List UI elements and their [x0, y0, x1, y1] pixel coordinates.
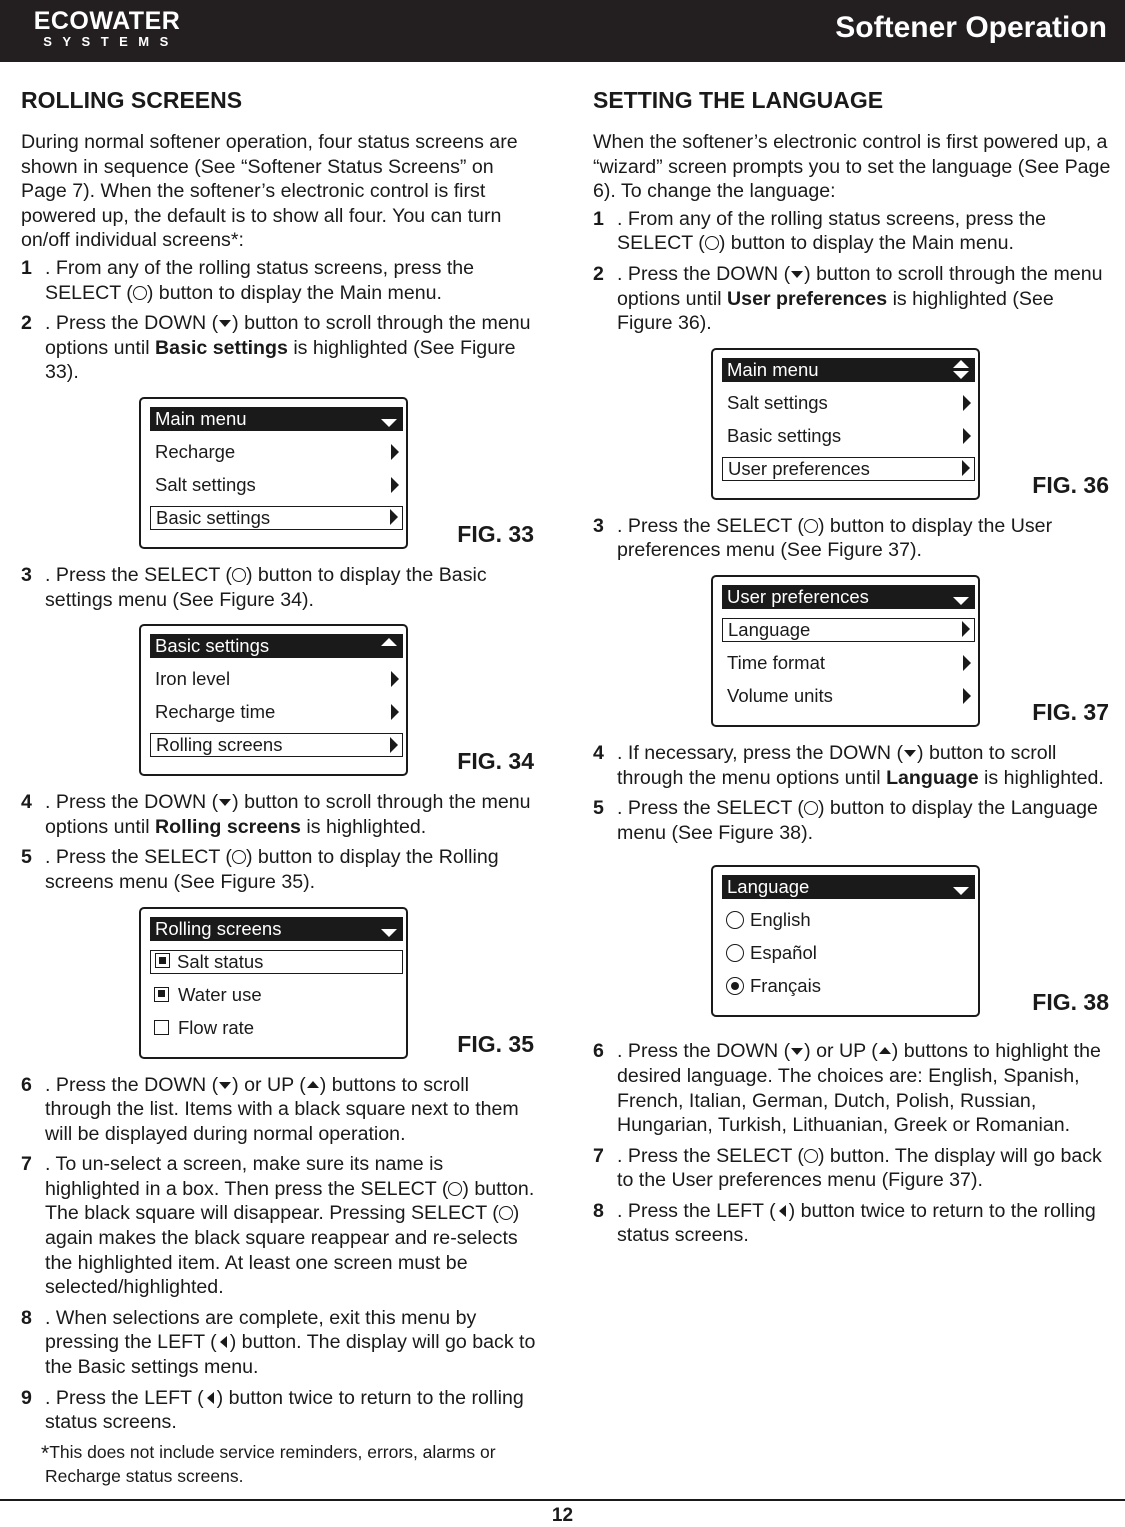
logo-brand-name: ECOWATER	[33, 7, 181, 35]
checked-box-icon	[155, 953, 170, 968]
screen-title: Rolling screens	[150, 917, 403, 941]
checked-box-icon	[154, 987, 169, 1002]
language-heading: SETTING THE LANGUAGE	[593, 87, 884, 113]
menu-item: Salt settings	[722, 391, 975, 415]
select-circle-icon	[804, 1149, 818, 1163]
figure-label: FIG. 34	[457, 748, 534, 775]
lcd-screen	[711, 865, 980, 1017]
logo-brand-sub: SYSTEMS	[43, 34, 179, 49]
scroll-down-icon	[953, 597, 969, 605]
unchecked-box-icon	[154, 1020, 169, 1035]
right-arrow-icon	[963, 655, 971, 671]
left-triangle-icon	[779, 1205, 786, 1217]
screen-title: Main menu	[150, 407, 403, 431]
screen-title: Language	[722, 875, 975, 899]
page-number: 12	[551, 1505, 574, 1526]
right-step-4: 4 . If necessary, press the DOWN ( ) button to scroll through the menu options until Language is highlighted.	[593, 741, 1104, 789]
select-circle-icon	[232, 568, 246, 582]
lcd-screen	[139, 397, 408, 549]
scroll-up-icon	[953, 360, 969, 368]
down-triangle-icon	[219, 1082, 231, 1089]
checkbox-item: Flow rate	[150, 1016, 403, 1040]
step-number: 1	[593, 207, 604, 230]
step-number: 6	[593, 1040, 604, 1063]
select-circle-icon	[133, 286, 147, 300]
right-arrow-icon	[963, 688, 971, 704]
left-triangle-icon	[220, 1336, 227, 1348]
menu-item-highlighted: Rolling screens	[150, 733, 403, 757]
screen-title: Main menu	[722, 358, 975, 382]
down-triangle-icon	[791, 271, 803, 278]
radio-empty-icon	[726, 911, 744, 929]
right-step-6: 6 . Press the DOWN ( ) or UP ( ) buttons to highlight the desired language. The choices are: English, Spanish, French, Italian, German, Dutch, Polish, Russian, Hungarian, Turkish, Lithuanian, Greek or Romanian.	[593, 1040, 1101, 1137]
scroll-down-icon	[381, 419, 397, 427]
right-arrow-icon	[391, 444, 399, 460]
radio-selected-icon	[726, 977, 744, 995]
left-triangle-icon	[207, 1392, 214, 1404]
left-step-2: 2 . Press the DOWN ( ) button to scroll through the menu options until Basic settings is highlighted (See Figure 33).	[21, 312, 531, 384]
figure-34	[21, 624, 536, 776]
step-number: 5	[21, 846, 32, 869]
down-triangle-icon	[791, 1048, 803, 1055]
menu-item: Salt settings	[150, 473, 403, 497]
up-triangle-icon	[879, 1047, 891, 1054]
step-number: 4	[593, 741, 604, 764]
menu-item: Volume units	[722, 684, 975, 708]
menu-item: Recharge time	[150, 700, 403, 724]
select-circle-icon	[804, 801, 818, 815]
menu-item: Time format	[722, 651, 975, 675]
right-step-3: 3 . Press the SELECT ( ) button to display the User preferences menu (See Figure 37).	[593, 514, 1053, 562]
right-arrow-icon	[962, 621, 970, 637]
right-arrow-icon	[963, 395, 971, 411]
menu-item: Basic settings	[722, 424, 975, 448]
right-arrow-icon	[390, 509, 398, 525]
right-step-1: 1 . From any of the rolling status screens, press the SELECT ( ) button to display the Main menu.	[593, 207, 1047, 255]
select-circle-icon	[232, 850, 246, 864]
figure-38	[593, 865, 1113, 1017]
footnote: *This does not include service reminders, errors, alarms or Recharge status screens.	[41, 1441, 496, 1486]
down-triangle-icon	[219, 320, 231, 327]
step-number: 5	[593, 797, 604, 820]
screen-title: Basic settings	[150, 634, 403, 658]
left-step-3: 3 . Press the SELECT ( ) button to display the Basic settings menu (See Figure 34).	[21, 563, 487, 611]
scroll-down-icon	[381, 929, 397, 937]
right-arrow-icon	[962, 460, 970, 476]
rolling-screens-column	[21, 86, 536, 1488]
menu-item: Recharge	[150, 440, 403, 464]
language-intro: When the softener’s electronic control is first powered up, a “wizard” screen prompts you to set the language (See Page 6). To change the language:	[593, 131, 1111, 203]
step-number: 7	[21, 1153, 32, 1176]
footer-divider	[0, 1499, 1125, 1501]
lcd-screen	[711, 575, 980, 727]
step-number: 2	[593, 262, 604, 285]
figure-33	[21, 397, 536, 549]
lcd-screen	[139, 907, 408, 1059]
step-number: 1	[21, 256, 32, 279]
left-step-4: 4 . Press the DOWN ( ) button to scroll through the menu options until Rolling screens is highlighted.	[21, 791, 531, 838]
step-number: 6	[21, 1073, 32, 1096]
ecowater-logo	[22, 8, 192, 49]
right-arrow-icon	[963, 428, 971, 444]
right-arrow-icon	[391, 704, 399, 720]
step-number: 9	[21, 1386, 32, 1409]
select-circle-icon	[448, 1182, 462, 1196]
up-triangle-icon	[307, 1081, 319, 1088]
lcd-screen	[139, 624, 408, 776]
figure-label: FIG. 36	[1032, 471, 1109, 498]
screen-title: User preferences	[722, 585, 975, 609]
menu-item-highlighted: User preferences	[722, 457, 975, 481]
right-arrow-icon	[390, 737, 398, 753]
step-number: 8	[21, 1306, 32, 1329]
figure-label: FIG. 37	[1032, 698, 1109, 725]
section-title: Softener Operation	[835, 11, 1107, 44]
radio-empty-icon	[726, 944, 744, 962]
right-step-8: 8 . Press the LEFT ( ) button twice to return to the rolling status screens.	[593, 1199, 1096, 1247]
scroll-down-icon	[953, 887, 969, 895]
left-step-8: 8 . When selections are complete, exit this menu by pressing the LEFT ( ) button. The display will go back to the Basic settings menu.	[21, 1306, 536, 1379]
menu-item: Iron level	[150, 667, 403, 691]
select-circle-icon	[499, 1206, 513, 1220]
figure-37	[593, 575, 1113, 727]
down-triangle-icon	[904, 750, 916, 757]
page-header	[0, 0, 1125, 62]
radio-item: English	[722, 908, 975, 932]
select-circle-icon	[804, 519, 818, 533]
right-arrow-icon	[391, 477, 399, 493]
right-arrow-icon	[391, 671, 399, 687]
left-step-6: 6 . Press the DOWN ( ) or UP ( ) buttons to scroll through the list. Items with a black square next to them will be displayed during normal operation.	[21, 1073, 519, 1145]
left-step-5: 5 . Press the SELECT ( ) button to display the Rolling screens menu (See Figure 35).	[21, 846, 499, 893]
menu-item-highlighted: Basic settings	[150, 506, 403, 530]
radio-item-selected: Français	[722, 974, 975, 998]
step-number: 4	[21, 791, 32, 814]
figure-36	[593, 348, 1113, 500]
scroll-up-icon	[381, 638, 397, 646]
checkbox-item-highlighted: Salt status	[150, 950, 403, 974]
left-step-7: 7 . To un-select a screen, make sure its name is highlighted in a box. Then press the SELECT ( ) button. The black square will disappear. Pressing SELECT ( ) again makes the black square reappear and re-selects the highlighted item. At least one screen must be selected/highlighted.	[21, 1153, 535, 1299]
rolling-screens-intro: During normal softener operation, four status screens are shown in sequence (See “Softener Status Screens” on Page 7). When the softener’s electronic control is first powered up, the default is to show all four. You can turn on/off individual screens*:	[21, 131, 518, 252]
figure-label: FIG. 35	[457, 1030, 534, 1057]
rolling-screens-heading: ROLLING SCREENS	[21, 87, 243, 113]
menu-item-highlighted: Language	[722, 618, 975, 642]
language-column	[593, 86, 1113, 1254]
lcd-screen	[711, 348, 980, 500]
right-step-5: 5 . Press the SELECT ( ) button to display the Language menu (See Figure 38).	[593, 797, 1098, 844]
scroll-down-icon	[953, 371, 969, 379]
down-triangle-icon	[219, 799, 231, 806]
step-number: 8	[593, 1199, 604, 1222]
figure-label: FIG. 38	[1032, 989, 1109, 1016]
right-step-7: 7 . Press the SELECT ( ) button. The display will go back to the User preferences menu (Figure 37).	[593, 1144, 1102, 1192]
select-circle-icon	[705, 236, 719, 250]
step-number: 7	[593, 1144, 604, 1167]
checkbox-item: Water use	[150, 983, 403, 1007]
right-step-2: 2 . Press the DOWN ( ) button to scroll through the menu options until User preferences is highlighted (See Figure 36).	[593, 262, 1103, 335]
figure-label: FIG. 33	[457, 520, 534, 547]
left-step-9: 9 . Press the LEFT ( ) button twice to return to the rolling status screens.	[21, 1386, 524, 1434]
step-number: 2	[21, 312, 32, 335]
step-number: 3	[593, 514, 604, 537]
step-number: 3	[21, 563, 32, 586]
figure-35	[21, 907, 536, 1059]
left-step-1: 1 . From any of the rolling status screens, press the SELECT ( ) button to display the Main menu.	[21, 256, 475, 304]
radio-item: Español	[722, 941, 975, 965]
